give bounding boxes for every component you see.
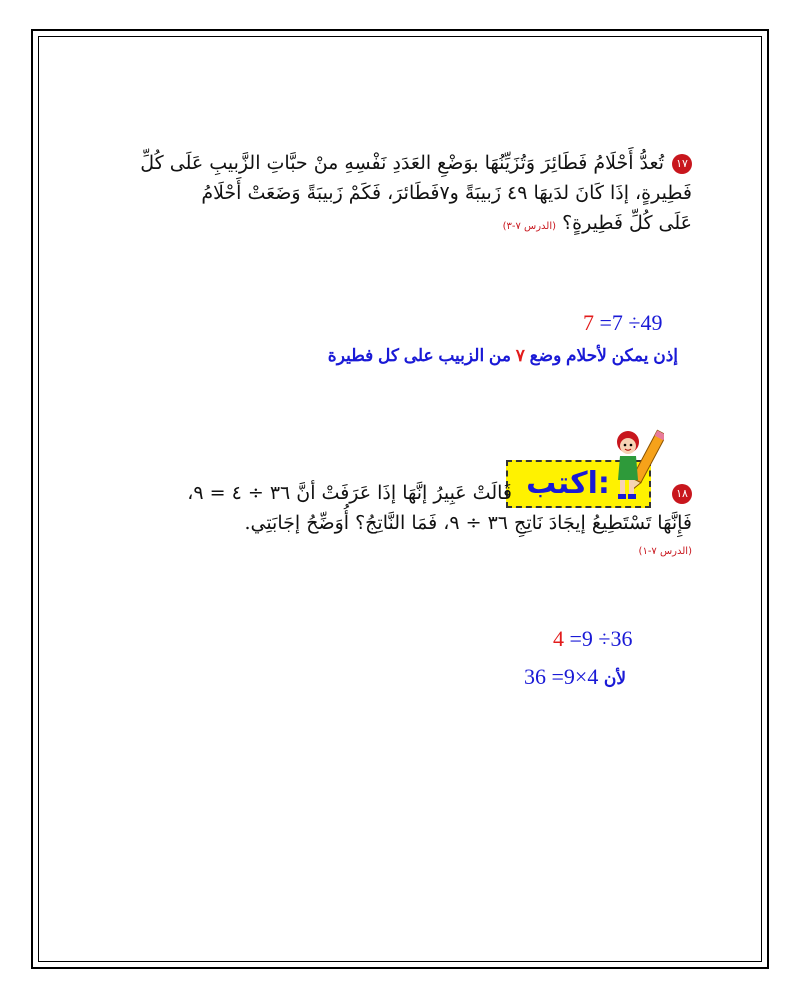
equation-18-division: 4 =9 ÷36: [553, 626, 633, 651]
problem-17: [92, 148, 692, 242]
problem-18-number: ١٨: [672, 484, 692, 504]
problem-17-line-2: فَطِيرةٍ، إذَا كَانَ لدَيهَا ٤٩ زَبيبَةً و٧فَطَائرَ، فَكَمْ زَبيبَةً وَضَعَتْ أَحْلَامُ: [201, 182, 692, 204]
conclusion-17: إذن يمكن لأحلام وضع ٧ من الزبيب على كل فطيرة: [327, 346, 678, 365]
write-badge-label: اكتب:: [526, 466, 610, 501]
problem-17-number: ١٧: [672, 154, 692, 174]
problem-17-line-1: ١٧تُعدُّ أَحْلَامُ فَطَائِرَ وَتُزَيِّنُهَا بوَضْعِ العَدَدِ نَفْسِهِ منْ حبَّاتِ الزَّبيبِ عَلَى كُلِّ: [92, 148, 692, 178]
equation-18-multiplication: 36 =9×4 لأن: [524, 664, 627, 689]
lesson-reference: (الدرس ٧-١): [638, 546, 692, 557]
equation-result: 7: [583, 310, 594, 335]
problem-18-line-3: [92, 538, 692, 562]
equation-result: 4: [553, 626, 564, 651]
problem-17-line-3: عَلَى كُلِّ فَطِيرةٍ؟ (الدرس ٧-٣): [502, 212, 692, 234]
problem-18-line-2: فَإِنَّهَا تَسْتَطِيعُ إيجَادَ نَاتِجِ ٣٦ ÷ ٩، فَمَا النَّاتِجُ؟ أُوَضِّحُ إجَابَتِي.: [244, 512, 692, 534]
problem-18-line-1: ١٨قَالَتْ عَبِيرُ إنَّهَا إذَا عَرَفَتْ أنَّ ٣٦ ÷ ٤ = ٩،: [92, 478, 800, 508]
lesson-reference: (الدرس ٧-٣): [502, 221, 557, 232]
problem-18: [92, 478, 692, 562]
because-label: لأن: [603, 669, 627, 688]
equation-17: 7 =7 ÷49: [583, 310, 663, 335]
conclusion-number: ٧: [515, 346, 525, 365]
